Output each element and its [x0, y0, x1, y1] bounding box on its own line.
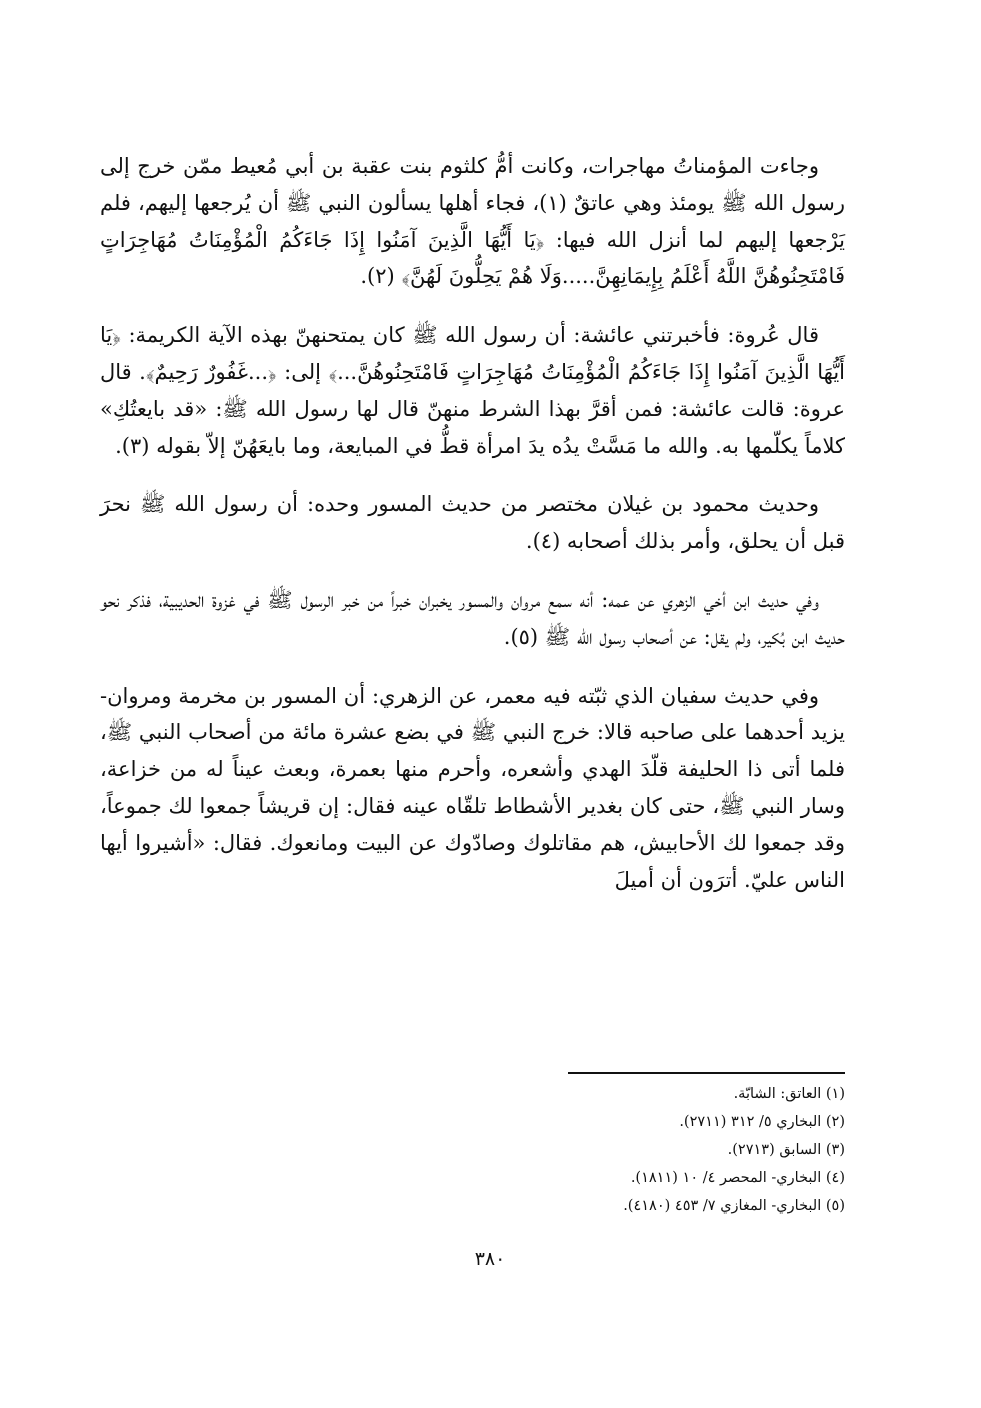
- paragraph-4: وفي حديث ابن أخي الزهري عن عمه: أنه سمع مروان والمسور يخبران خبراً من خبر الرسول ﷺ في غزوة الحديبية، فذكر نحو حديث ابن بُكير، ولم يقل: عن أصحاب رسول الله ﷺ (٥).: [100, 587, 845, 649]
- main-text: [100, 148, 845, 920]
- paragraph-5: وفي حديث سفيان الذي ثبّته فيه معمر، عن الزهري: أن المسور بن مخرمة ومروان- يزيد أحدهما على صاحبه قالا: خرج النبي ﷺ في بضع عشرة مائة من أصحاب النبي ﷺ، فلما أتى ذا الحليفة قلّدَ الهدي وأشعره، وأحرم منها بعمرة، وبعث عيناً له من خزاعة، وسار النبي ﷺ، حتى كان بغدير الأشطاط تلقّاه عينه فقال: إن قريشاً جمعوا لك جموعاً، وقد جمعوا لك الأحابيش، هم مقاتلوك وصادّوك عن البيت ومانعوك. فقال: «أشيروا أيها الناس عليّ. أترَون أن أميلَ: [100, 683, 845, 892]
- paragraph-2: قال عُروة: فأخبرتني عائشة: أن رسول الله ﷺ كان يمتحنهنّ بهذه الآية الكريمة: ﴿يَا أَيُّهَا الَّذِينَ آمَنُوا إِذَا جَاءَكُمُ الْمُؤْمِنَاتُ مُهَاجِرَاتٍ فَامْتَحِنُوهُنَّ...﴾ إلى: ﴿...غَفُورٌ رَحِيمٌ﴾. قال عروة: قالت عائشة: فمن أقرَّ بهذا الشرط منهنّ قال لها رسول الله ﷺ: «قد بايعتُكِ» كلاماً يكلّمها به. والله ما مَسَّتْ يدُه يدَ امرأة قطُّ في المبايعة، وما بايعَهُنّ إلاّ بقوله (٣).: [100, 323, 845, 458]
- page-number: ٣٨٠: [474, 1248, 506, 1270]
- paragraph-1: وجاءت المؤمناتُ مهاجرات، وكانت أمُّ كلثوم بنت عقبة بن أبي مُعيط ممّن خرج إلى رسول الله ﷺ يومئذ وهي عاتقٌ (١)، فجاء أهلها يسألون النبي ﷺ أن يُرجعها إليهم، فلم يَرْجعها إليهم لما أنزل الله فيها: ﴿يَا أَيُّهَا الَّذِينَ آمَنُوا إِذَا جَاءَكُمُ الْمُؤْمِنَاتُ مُهَاجِرَاتٍ فَامْتَحِنُوهُنَّ اللَّهُ أَعْلَمُ بِإِيمَانِهِنَّ.....وَلَا هُمْ يَحِلُّونَ لَهُنَّ﴾ (٢).: [100, 154, 845, 289]
- footnotes: [500, 1080, 845, 1220]
- footnote-3: (٣) السابق (٢٧١٣).: [727, 1142, 845, 1158]
- footnote-2: (٢) البخاري ٥/ ٣١٢ (٢٧١١).: [679, 1114, 845, 1130]
- paragraph-3: وحديث محمود بن غيلان مختصر من حديث المسور وحده: أن رسول الله ﷺ نحرَ قبل أن يحلق، وأمر بذلك أصحابه (٤).: [100, 492, 845, 554]
- footnote-4: (٤) البخاري- المحصر ٤/ ١٠ (١٨١١).: [630, 1170, 845, 1186]
- footnote-divider: [568, 1072, 845, 1074]
- footnote-5: (٥) البخاري- المغازي ٧/ ٤٥٣ (٤١٨٠).: [623, 1198, 845, 1214]
- footnote-1: (١) العاتق: الشابّة.: [733, 1086, 845, 1102]
